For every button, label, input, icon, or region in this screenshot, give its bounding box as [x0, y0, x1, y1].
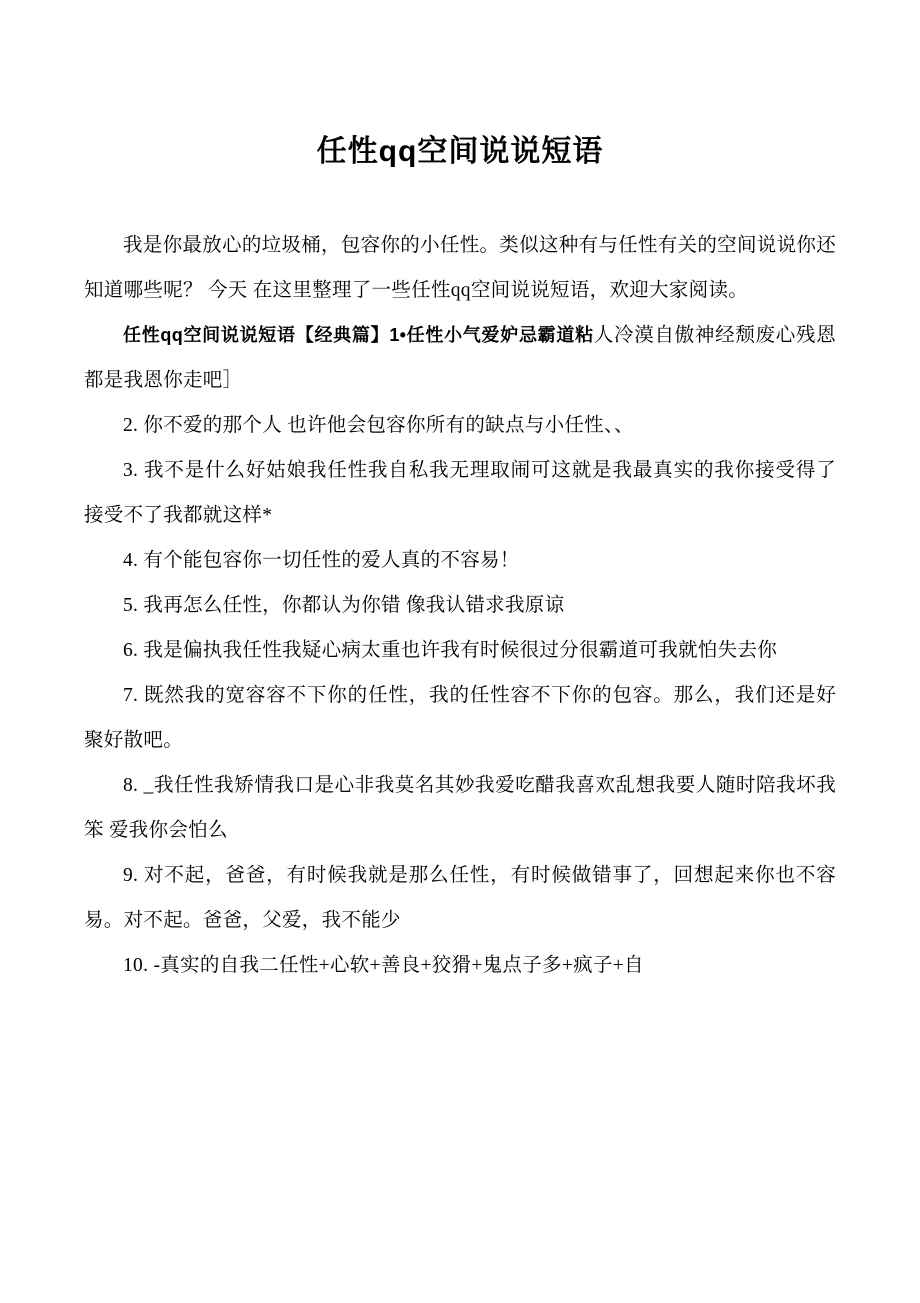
paragraph-item-5: 5. 我再怎么任性，你都认为你错 像我认错求我原谅: [123, 595, 565, 616]
section-heading-run: 任性qq空间说说短语【经典篇】1•任性小气爱妒忌霸道粘: [123, 325, 594, 345]
paragraph-item-6: 6. 我是偏执我任性我疑心病太重也许我有时候很过分很霸道可我就怕失去你: [123, 640, 778, 661]
page-title: 任性qq空间说说短语: [316, 135, 604, 168]
paragraph-item-10: 10. -真实的自我二任性+心软+善良+狡猾+鬼点子多+疯子+自: [123, 955, 644, 976]
paragraph-item-9: 9. 对不起，爸爸，有时候我就是那么任性，有时候做错事了，回想起来你也不容易。对不起。爸爸，父爱，我不能少: [84, 865, 836, 931]
paragraph-item-4: 4. 有个能包容你一切任性的爱人真的不容易！: [123, 550, 520, 571]
paragraph-item-7: 7. 既然我的宽容容不下你的任性，我的任性容不下你的包容。那么，我们还是好聚好散吧。: [84, 685, 836, 751]
paragraph-intro: 我是你最放心的垃圾桶，包容你的小任性。类似这种有与任性有关的空间说说你还知道哪些呢？ 今天 在这里整理了一些任性qq空间说说短语，欢迎大家阅读。: [84, 235, 836, 301]
paragraph-item-3: 3. 我不是什么好姑娘我任性我自私我无理取闹可这就是我最真实的我你接受得了接受不了我都就这样*: [84, 460, 836, 526]
document-body: [84, 223, 836, 988]
section-heading-tail: 人冷漠自傲神经颓废心残恩都是我恩你走吧］: [84, 325, 836, 391]
paragraph-item-2: 2. 你不爱的那个人 也许他会包容你所有的缺点与小任性、、: [123, 415, 634, 436]
paragraph-section-classic: [84, 313, 836, 403]
paragraph-item-8: 8. _我任性我矫情我口是心非我莫名其妙我爱吃醋我喜欢乱想我要人随时陪我坏我笨 爱我你会怕么: [84, 775, 836, 841]
